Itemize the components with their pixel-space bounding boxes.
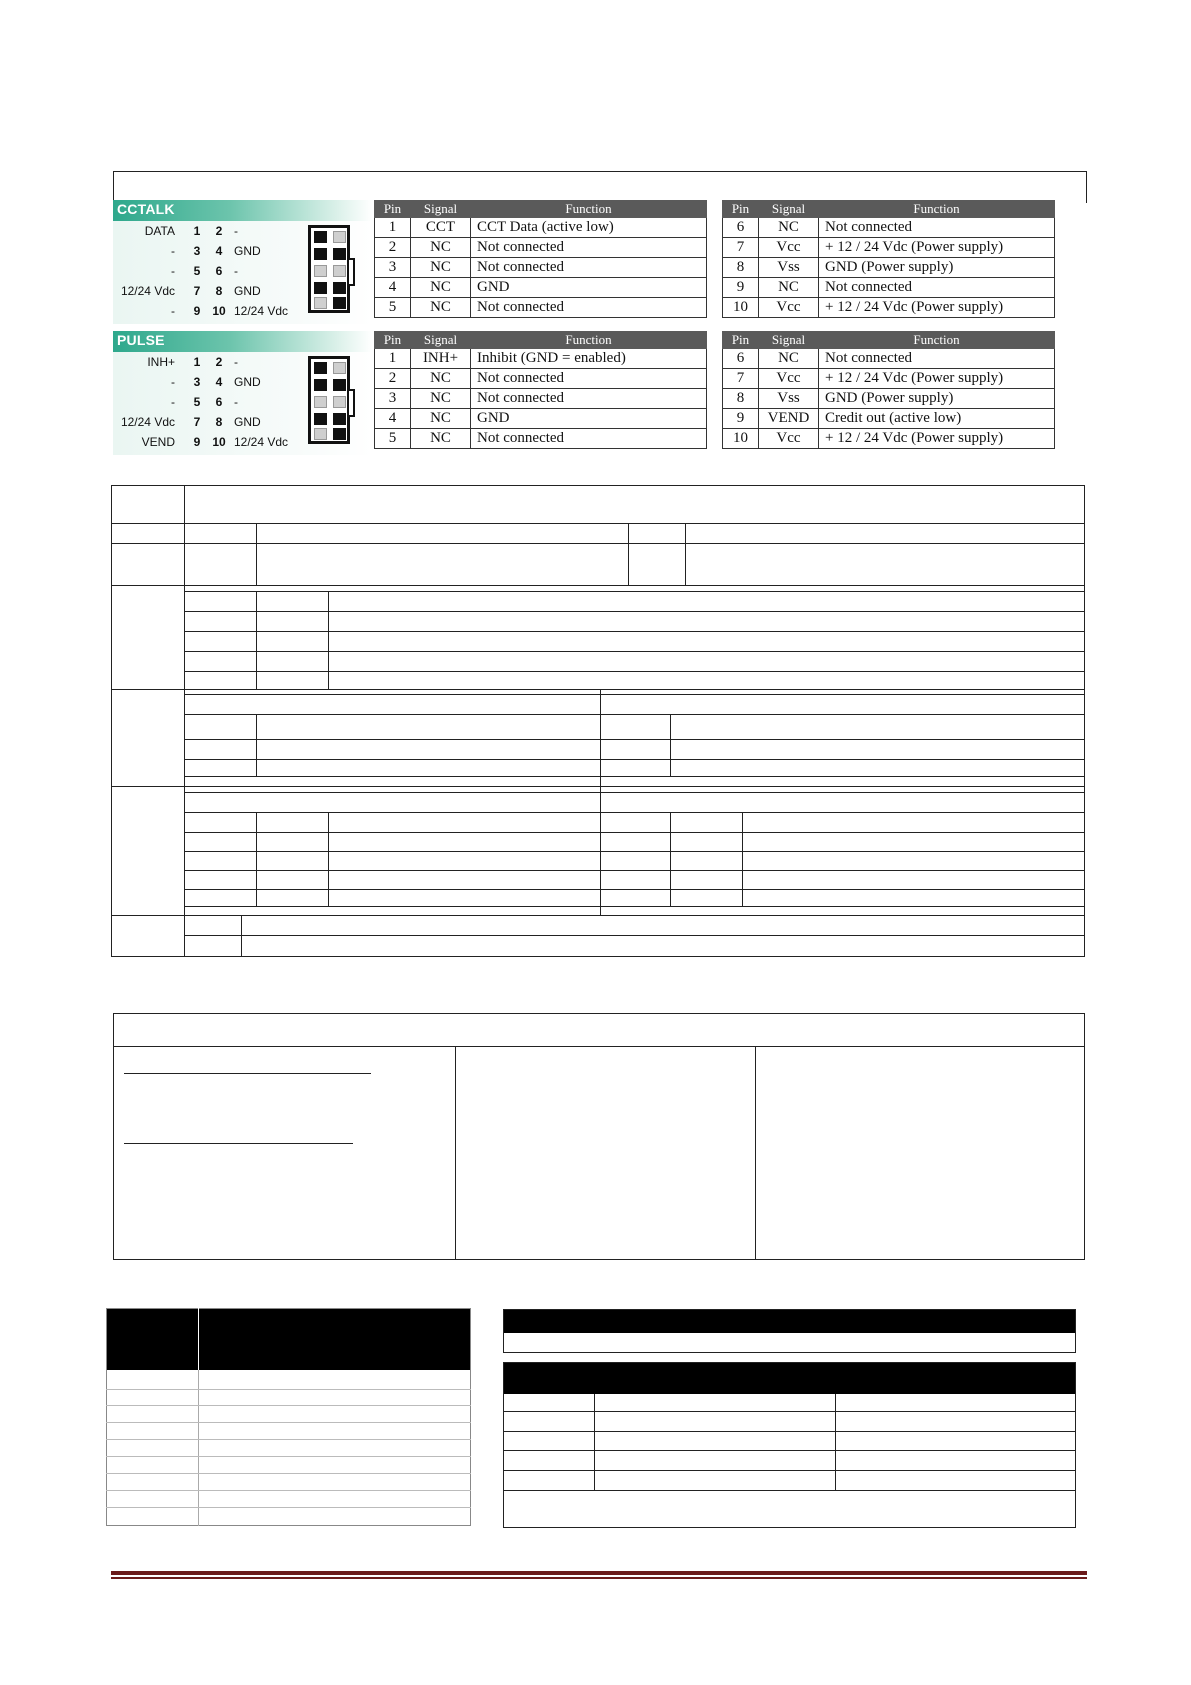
pin-cell: 9: [723, 278, 759, 298]
pin-cell: 8: [723, 389, 759, 409]
pin-cell: 8: [723, 258, 759, 278]
diagram-pin-number: 2: [215, 224, 223, 238]
diagram-left-label: -: [171, 395, 175, 409]
diagram-pin-number: 10: [212, 435, 226, 449]
pin-cell: 1: [375, 218, 411, 238]
table-row: [723, 409, 1055, 429]
pin-cell: 5: [375, 429, 411, 449]
table-row: [723, 369, 1055, 389]
table-row: [723, 218, 1055, 238]
diagram-pin-number: 1: [193, 355, 201, 369]
signal-cell: NC: [411, 369, 471, 389]
diagram-left-label: 12/24 Vdc: [120, 284, 175, 298]
diagram-right-label: GND: [234, 284, 261, 298]
function-cell: Inhibit (GND = enabled): [471, 349, 707, 369]
diagram-pin-number: 2: [215, 355, 223, 369]
function-cell: Not connected: [819, 349, 1055, 369]
signal-cell: Vcc: [759, 429, 819, 449]
function-cell: Not connected: [819, 278, 1055, 298]
pulse-band: [113, 331, 372, 352]
diagram-pin-number: 7: [193, 415, 201, 429]
diagram-pin-number: 9: [193, 435, 201, 449]
diagram-pin-number: 5: [193, 395, 201, 409]
signal-cell: NC: [759, 278, 819, 298]
diagram-left-label: INH+: [147, 355, 175, 369]
header-signal: Signal: [411, 201, 471, 218]
signal-cell: NC: [411, 258, 471, 278]
signal-cell: NC: [759, 349, 819, 369]
pin-cell: 2: [375, 238, 411, 258]
diagram-pin-number: 7: [193, 284, 201, 298]
table-row: [723, 429, 1055, 449]
cctalk-block: [113, 200, 1087, 324]
pinout-frame: [113, 171, 1087, 203]
pulse-block: [113, 331, 1087, 455]
pin-cell: 4: [375, 278, 411, 298]
function-cell: Not connected: [819, 218, 1055, 238]
diagram-right-label: 12/24 Vdc: [234, 435, 289, 449]
table-row: [375, 409, 707, 429]
diagram-pin-number: 10: [212, 304, 226, 318]
diagram-right-label: 12/24 Vdc: [234, 304, 289, 318]
diagram-right-label: GND: [234, 415, 261, 429]
signal-cell: Vss: [759, 258, 819, 278]
signal-cell: NC: [411, 389, 471, 409]
pulse-connector-diagram: [113, 352, 372, 455]
signal-cell: INH+: [411, 349, 471, 369]
function-cell: + 12 / 24 Vdc (Power supply): [819, 369, 1055, 389]
table-row: [375, 218, 707, 238]
diagram-left-label: 12/24 Vdc: [120, 415, 175, 429]
function-cell: Not connected: [471, 429, 707, 449]
heading-underline: [124, 1143, 353, 1144]
diagram-left-label: -: [171, 244, 175, 258]
pulse-pin-table-right: [722, 331, 1055, 449]
cctalk-pin-table-left: [374, 200, 707, 318]
function-cell: + 12 / 24 Vdc (Power supply): [819, 429, 1055, 449]
diagram-pin-number: 6: [215, 264, 223, 278]
function-cell: GND (Power supply): [819, 389, 1055, 409]
diagram-pin-number: 4: [215, 375, 223, 389]
header-function: Function: [819, 201, 1055, 218]
header-signal: Signal: [759, 332, 819, 349]
footer-rule: [111, 1577, 1087, 1579]
header-signal: Signal: [411, 332, 471, 349]
function-cell: Not connected: [471, 298, 707, 318]
header-pin: Pin: [723, 332, 759, 349]
signal-cell: Vcc: [759, 298, 819, 318]
function-cell: Not connected: [471, 369, 707, 389]
diagram-pin-number: 8: [215, 284, 223, 298]
function-cell: + 12 / 24 Vdc (Power supply): [819, 298, 1055, 318]
header-pin: Pin: [375, 332, 411, 349]
header-pin: Pin: [375, 201, 411, 218]
table-row: [375, 238, 707, 258]
signal-cell: Vcc: [759, 238, 819, 258]
diagram-left-label: -: [171, 264, 175, 278]
header-pin: Pin: [723, 201, 759, 218]
function-cell: Not connected: [471, 238, 707, 258]
diagram-pin-number: 6: [215, 395, 223, 409]
diagram-right-label: GND: [234, 375, 261, 389]
table-row: [375, 278, 707, 298]
pin-cell: 7: [723, 369, 759, 389]
pin-cell: 6: [723, 218, 759, 238]
pin-cell: 4: [375, 409, 411, 429]
signal-cell: Vcc: [759, 369, 819, 389]
function-cell: Not connected: [471, 389, 707, 409]
heading-underline: [124, 1073, 371, 1074]
diagram-pin-number: 8: [215, 415, 223, 429]
function-cell: + 12 / 24 Vdc (Power supply): [819, 238, 1055, 258]
cctalk-connector-diagram: [113, 221, 372, 324]
header-function: Function: [819, 332, 1055, 349]
pin-cell: 1: [375, 349, 411, 369]
diagram-pin-number: 1: [193, 224, 201, 238]
pulse-title: PULSE: [117, 332, 165, 348]
diagram-right-label: -: [234, 355, 238, 369]
signal-cell: Vss: [759, 389, 819, 409]
table-row: [375, 258, 707, 278]
table-row: [723, 238, 1055, 258]
header-function: Function: [471, 332, 707, 349]
diagram-right-label: -: [234, 224, 238, 238]
diagram-pin-number: 3: [193, 244, 201, 258]
table-row: [375, 429, 707, 449]
function-cell: GND: [471, 409, 707, 429]
function-cell: CCT Data (active low): [471, 218, 707, 238]
diagram-pin-number: 5: [193, 264, 201, 278]
pin-cell: 3: [375, 258, 411, 278]
diagram-right-label: -: [234, 264, 238, 278]
pin-cell: 3: [375, 389, 411, 409]
table-row: [723, 278, 1055, 298]
diagram-right-label: -: [234, 395, 238, 409]
table-row: [723, 258, 1055, 278]
function-cell: GND: [471, 278, 707, 298]
footer-rule: [111, 1571, 1087, 1575]
signal-cell: NC: [411, 238, 471, 258]
table-row: [723, 349, 1055, 369]
table-row: [375, 369, 707, 389]
connector-icon: [308, 225, 350, 313]
signal-cell: CCT: [411, 218, 471, 238]
pulse-pin-table-left: [374, 331, 707, 449]
header-signal: Signal: [759, 201, 819, 218]
pin-cell: 5: [375, 298, 411, 318]
pin-cell: 2: [375, 369, 411, 389]
diagram-left-label: DATA: [144, 224, 175, 238]
signal-cell: NC: [411, 278, 471, 298]
diagram-left-label: -: [171, 304, 175, 318]
cctalk-band: [113, 200, 372, 221]
diagram-right-label: GND: [234, 244, 261, 258]
function-cell: Not connected: [471, 258, 707, 278]
function-cell: GND (Power supply): [819, 258, 1055, 278]
connector-icon: [308, 356, 350, 444]
signal-cell: NC: [759, 218, 819, 238]
signal-cell: NC: [411, 409, 471, 429]
signal-cell: VEND: [759, 409, 819, 429]
notes-box-frame: [113, 1013, 1085, 1260]
pin-cell: 10: [723, 429, 759, 449]
cctalk-title: CCTALK: [117, 201, 175, 217]
pin-cell: 6: [723, 349, 759, 369]
diagram-left-label: -: [171, 375, 175, 389]
pin-cell: 10: [723, 298, 759, 318]
table-row: [375, 389, 707, 409]
diagram-pin-number: 4: [215, 244, 223, 258]
pin-cell: 9: [723, 409, 759, 429]
pin-cell: 7: [723, 238, 759, 258]
spec-grid-frame: [111, 485, 1085, 957]
function-cell: Credit out (active low): [819, 409, 1055, 429]
diagram-pin-number: 3: [193, 375, 201, 389]
table-row: [375, 298, 707, 318]
diagram-pin-number: 9: [193, 304, 201, 318]
table-row: [723, 389, 1055, 409]
header-function: Function: [471, 201, 707, 218]
table-row: [375, 349, 707, 369]
signal-cell: NC: [411, 429, 471, 449]
cctalk-pin-table-right: [722, 200, 1055, 318]
diagram-left-label: VEND: [141, 435, 175, 449]
pinout-section: [113, 171, 1087, 454]
table-row: [723, 298, 1055, 318]
signal-cell: NC: [411, 298, 471, 318]
